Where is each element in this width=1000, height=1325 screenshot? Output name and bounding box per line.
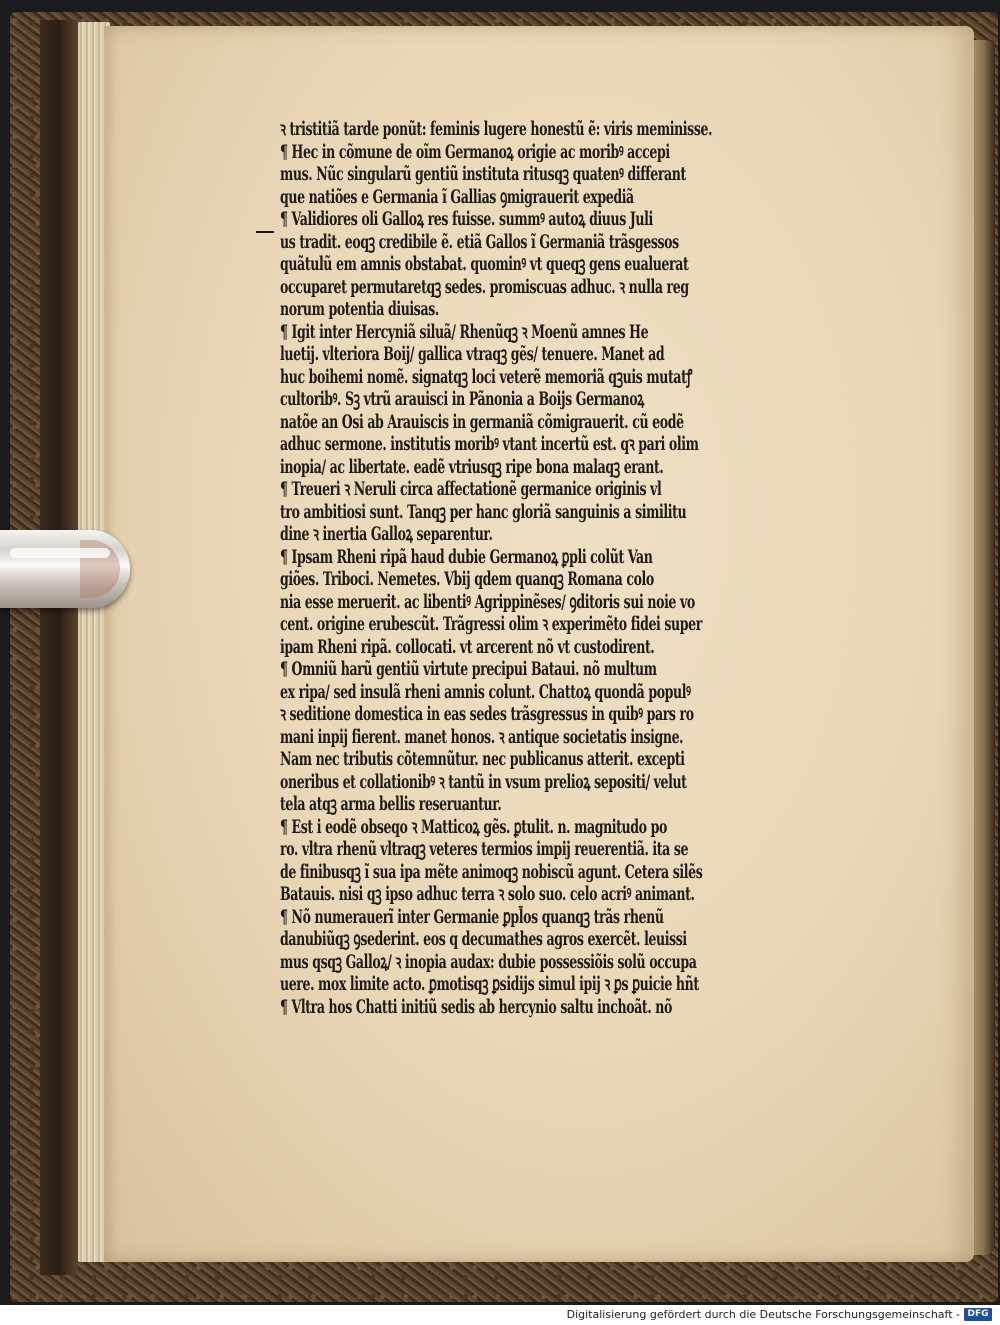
text-line: ꝛ seditione domestica in eas sedes trãsgressus in quibꝰ pars ro [280,703,694,725]
text-line: ¶ Est i eodẽ obseqo ꝛ Matticoꝝ gẽs. ꝑtulit. n. magnitudo po [280,815,667,838]
text-line: mani inpij fierent. manet honos. ꝛ antique societatis insigne. [280,725,684,748]
text-line: nia esse meruerit. ac libentiꝰ Agrippinẽses/ ꝯditoris sui noie vo [280,590,695,613]
text-line: mus qsqꝫ Galloꝝ/ ꝛ inopia audax: dubie possessiõis solũ occupa [280,950,697,973]
text-line: huc boihemi nomẽ. signatqꝫ loci veterẽ memoriã qꝫuis mutatꝭ [280,365,693,388]
text-line: ¶ Treueri ꝛ Neruli circa affectationẽ germanice originis vl [280,478,662,500]
margin-mark [256,231,274,233]
text-line: ¶ Igit inter Hercyniã siluã/ Rhenũqꝫ ꝛ Moenũ amnes He [280,320,649,343]
text-line: Nam nec tributis cõtemnũtur. nec publicanus atterit. excepti [280,748,685,770]
text-line: inopia/ ac libertate. eadẽ vtriusqꝫ ripe bona malaqꝫ erant. [280,455,664,478]
text-line: luetij. vlteriora Boij/ gallica vtraqꝫ gẽs/ tenuere. Manet ad [280,343,665,365]
text-line: natõe an Osi ab Arauiscis in germaniã cõmigrauerit. cũ eodẽ [280,410,684,433]
text-line: uere. mox limite acto. ꝑmotisqꝫ ꝑsidijs simul ipij ꝛ ꝑs ꝑuicie hñt [280,973,699,995]
text-line: cultoribꝰ. Sꝫ vtrũ arauisci in Pãnonia a Boijs Germanoꝝ [280,388,645,410]
text-line: ex ripa/ sed insulã rheni amnis colunt. Chattoꝝ quondã populꝰ [280,680,691,703]
funding-credit: Digitalisierung gefördert durch die Deutsche Forschungsgemeinschaft - [566,1308,960,1321]
text-line: ipam Rheni ripã. collocati. vt arcerent nõ vt custodirent. [280,635,655,658]
text-line: giões. Triboci. Nemetes. Vbij qdem quanqꝫ Romana colo [280,568,654,590]
text-line: Batauis. nisi qꝫ ipso adhuc terra ꝛ solo suo. celo acriꝰ animant. [280,883,695,905]
text-line: dine ꝛ inertia Galloꝝ separentur. [280,523,493,545]
text-line: que natiões e Germania ĩ Gallias ꝯmigrauerit expediã [280,185,634,208]
text-line: ¶ Omniũ harũ gentiũ virtute precipui Bataui. nõ multum [280,658,657,680]
text-line: de finibusqꝫ ĩ sua ipa mẽte animoqꝫ nobiscũ agunt. Cetera silẽs [280,860,703,883]
text-line: ro. vltra rhenũ vltraqꝫ veteres termios impij reuerentiã. ita se [280,838,689,860]
text-line: quãtulũ em amnis obstabat. quominꝰ vt queqꝫ gens eualuerat [280,253,689,275]
glass-page-weight-highlight [10,548,110,558]
text-line: oneribus et collationibꝰ ꝛ tantũ in vsum prelioꝝ sepositi/ velut [280,770,687,793]
text-line: mus. Nũc singularũ gentiũ instituta ritusqꝫ quatenꝰ differant [280,163,686,185]
text-block [280,118,905,1018]
text-line: ¶ Validiores oli Galloꝝ res fuisse. summꝰ autoꝝ diuus Juli [280,208,653,230]
text-line: ¶ Ipsam Rheni ripã haud dubie Germanoꝝ ꝑpli colũt Van [280,545,653,568]
text-line: ¶ Nõ numerauerĩ inter Germanie ꝑpl̃os quanqꝫ trãs rhenũ [280,905,664,928]
text-line: ¶ Hec in cõmune de oĩm Germanoꝝ origie ac moribꝰ accepi [280,140,670,163]
text-line: ¶ Vltra hos Chatti initiũ sedis ab hercynio saltu inchoãt. nõ [280,995,672,1018]
text-line: tela atqꝫ arma bellis reseruantur. [280,793,502,815]
text-line: tro ambitiosi sunt. Tanqꝫ per hanc gloriã sanguinis a similitu [280,500,687,523]
binding-edge [40,20,78,1275]
text-line: ꝛ tristitiã tarde ponũt: feminis lugere honestũ ẽ: viris meminisse. [280,118,713,140]
text-line: norum potentia diuisas. [280,298,439,320]
text-line: occuparet permutaretqꝫ sedes. promiscuas adhuc. ꝛ nulla reg [280,275,689,298]
text-line: cent. origine erubescũt. Trãgressi olim ꝛ experimẽto fidei super [280,613,702,635]
text-line: us tradit. eoqꝫ credibile ẽ. etiã Gallos ĩ Germaniã trãsgessos [280,230,679,253]
text-line: danubiũqꝫ ꝯsederint. eos q decumathes agros exercẽt. leuissi [280,928,687,950]
text-line: adhuc sermone. institutis moribꝰ vtant incertũ est. qꝛ pari olim [280,433,699,455]
dfg-logo: DFG [964,1308,992,1321]
